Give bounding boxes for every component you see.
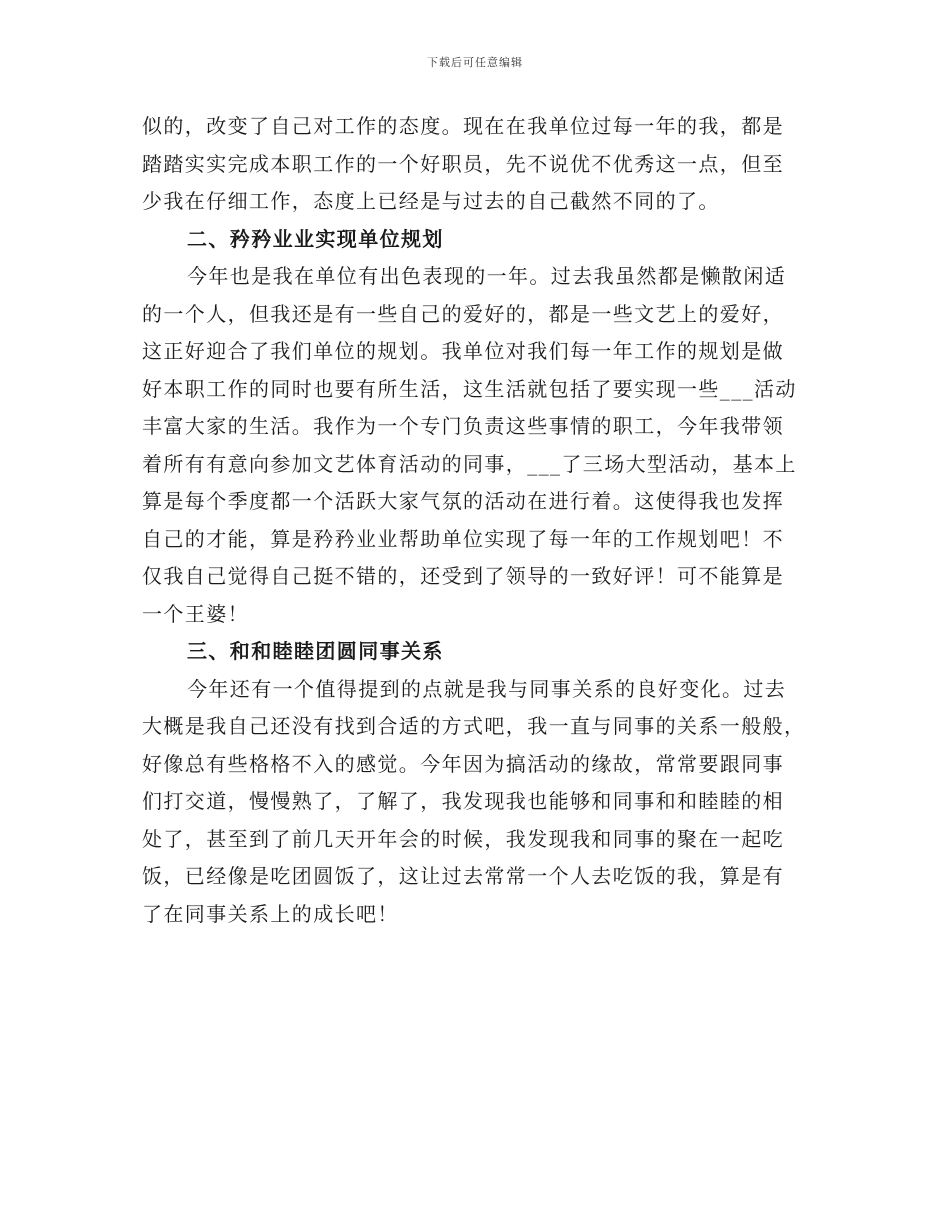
paragraph-line: 一个王婆！: [142, 601, 249, 626]
paragraph-line: 今年还有一个值得提到的点就是我与同事关系的良好变化。过去: [187, 676, 787, 701]
paragraph-line: 今年也是我在单位有出色表现的一年。过去我虽然都是懒散闲适: [187, 264, 787, 288]
section-heading-2: 二、矜矜业业实现单位规划: [187, 226, 444, 251]
paragraph-line: 们打交道，慢慢熟了，了解了，我发现我也能够和同事和和睦睦的相: [142, 789, 784, 813]
paragraph-line: 踏踏实实完成本职工作的一个好职员，先不说优不优秀这一点，但至: [142, 151, 784, 176]
paragraph-line: 大概是我自己还没有找到合适的方式吧，我一直与同事的关系一般般，: [142, 714, 806, 738]
paragraph-line: 了在同事关系上的成长吧！: [142, 901, 399, 926]
header-note: 下载后可任意编辑: [427, 56, 523, 69]
section-heading-3: 三、和和睦睦团圆同事关系: [187, 639, 444, 663]
paragraph-line: 算是每个季度都一个活跃大家气氛的活动在进行着。这使得我也发挥: [142, 489, 784, 513]
paragraph-line: 好像总有些格格不入的感觉。今年因为搞活动的缘故，常常要跟同事: [142, 751, 784, 776]
paragraph-line: 饭，已经像是吃团圆饭了，这让过去常常一个人去吃饭的我，算是有: [142, 864, 784, 888]
paragraph-line: 着所有有意向参加文艺体育活动的同事，___了三场大型活动，基本上: [142, 451, 797, 476]
paragraph-line: 自己的才能，算是矜矜业业帮助单位实现了每一年的工作规划吧！不: [142, 526, 784, 551]
paragraph-line: 处了，甚至到了前几天开年会的时候，我发现我和同事的聚在一起吃: [142, 826, 784, 851]
paragraph-line: 的一个人，但我还是有一些自己的爱好的，都是一些文艺上的爱好，: [142, 301, 784, 326]
paragraph-line: 仅我自己觉得自己挺不错的，还受到了领导的一致好评！可不能算是: [142, 564, 784, 588]
paragraph-line: 好本职工作的同时也要有所生活，这生活就包括了要实现一些___活动: [142, 376, 797, 401]
paragraph-line: 似的，改变了自己对工作的态度。现在在我单位过每一年的我，都是: [142, 114, 784, 138]
document-body: [142, 108, 810, 933]
paragraph-line: 丰富大家的生活。我作为一个专门负责这些事情的职工，今年我带领: [142, 414, 784, 438]
paragraph-line: 少我在仔细工作，态度上已经是与过去的自己截然不同的了。: [142, 189, 720, 213]
paragraph-line: 这正好迎合了我们单位的规划。我单位对我们每一年工作的规划是做: [142, 339, 784, 363]
